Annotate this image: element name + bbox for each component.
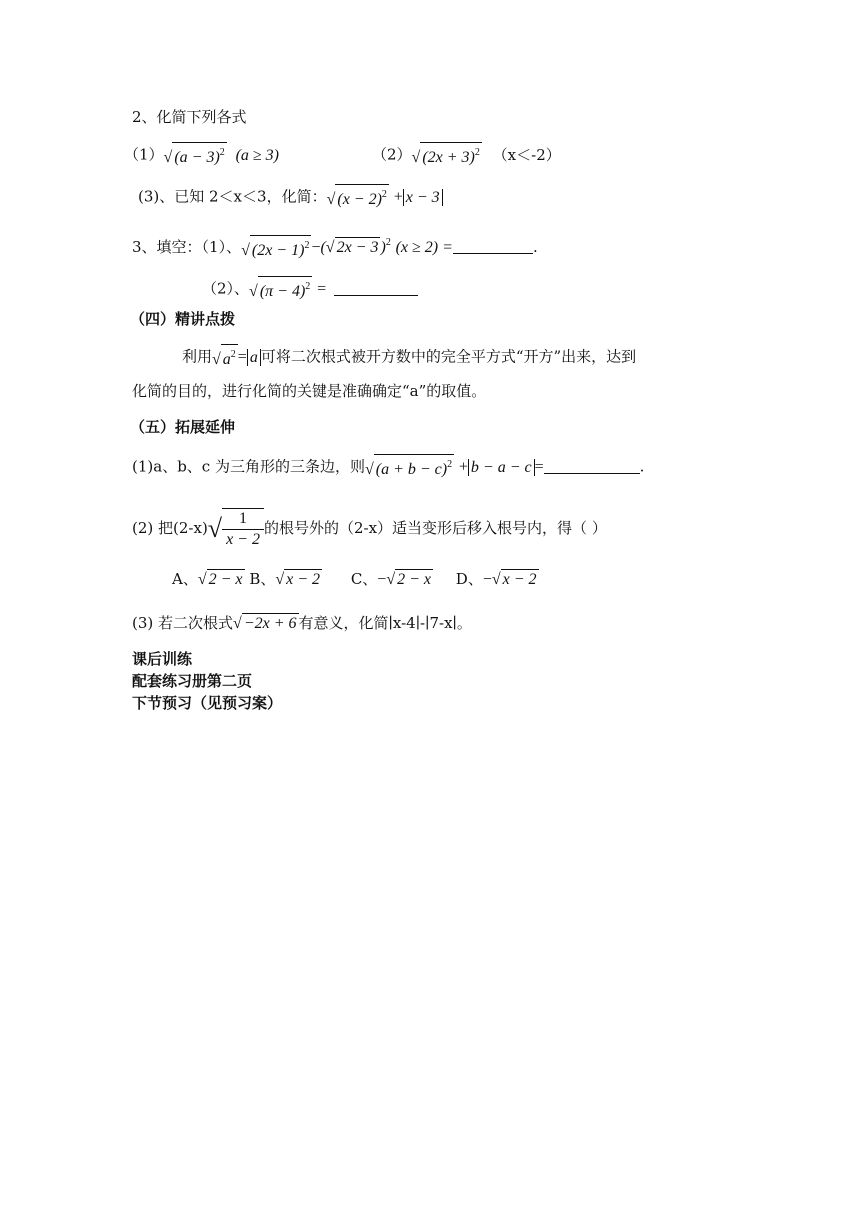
- section5-q2-options: [172, 568, 539, 591]
- q3-p2-label: （2）、: [202, 279, 250, 298]
- q2-part1: [124, 142, 279, 169]
- answer-blank: [453, 239, 533, 254]
- q2-p3-prefix: (3)、已知 2＜x＜3，化简：: [138, 187, 327, 206]
- option-b: B、√ x − 2: [249, 570, 321, 588]
- option-c: C、−√ 2 − x: [350, 570, 432, 588]
- sqrt-expression: √ $(a + b - c)^2$: [365, 454, 454, 481]
- sqrt-expression: √ −2x + 6: [233, 615, 297, 632]
- q2-p2-label: （2）: [372, 145, 412, 164]
- answer-blank: [334, 281, 418, 296]
- q2-p2-condition: （x＜-2）: [492, 145, 561, 164]
- footer-line3: 下节预习（见预习案）: [132, 694, 283, 712]
- q3-prefix: 3、填空：（1）、: [132, 238, 242, 256]
- fraction: $\frac{1}{x - 2}$: [222, 508, 264, 550]
- q2-part2: [372, 142, 561, 169]
- section5-q3: (3) 若二次根式√ −2x + 6 有意义，化简∣x-4∣-∣7-x∣。: [132, 612, 472, 635]
- section5-title: （五）拓展延伸: [130, 418, 236, 436]
- footer-line1: 课后训练: [132, 650, 193, 668]
- footer-line2: 配套练习册第二页: [132, 672, 253, 690]
- sqrt-expression: √ $(2x + 3)^2$: [412, 142, 482, 169]
- sqrt-expression: √ $a^2$: [212, 344, 238, 371]
- sqrt-expression: √ $(2x - 1)^2$: [241, 235, 311, 262]
- section4-title: （四）精讲点拨: [130, 310, 236, 328]
- sqrt-expression: √ $(x - 2)^2$: [327, 184, 389, 211]
- q2-heading: 2、化简下列各式: [132, 108, 247, 126]
- q2-part3: (3)、已知 2＜x＜3，化简：√ $(x - 2)^2 + x - 3$: [138, 184, 443, 211]
- abs-expression: b − a − c: [468, 459, 535, 476]
- section4-line2: 化简的目的，进行化简的关键是准确确定“a”的取值。: [132, 382, 487, 400]
- option-a: A、√ 2 − x: [172, 570, 243, 588]
- sqrt-expression: √ $(\pi - 4)^2$: [249, 276, 312, 303]
- q2-p1-label: （1）: [124, 145, 164, 164]
- answer-blank: [544, 459, 640, 474]
- q3-part1: 3、填空：（1）、√ $(2x - 1)^2$ −(√ 2x − 3 )$^2$ (x ≥ 2) = .: [132, 232, 538, 262]
- abs-expression: x − 3: [403, 189, 443, 206]
- section5-q2: (2) 把(2-x)√ $\frac{1}{x - 2}$ 的根号外的（2-x）适当变形后移入根号内，得（ ）: [132, 510, 607, 548]
- sqrt-fraction: √: [207, 514, 223, 543]
- option-d: D、−√ x − 2: [455, 570, 537, 588]
- abs-expression: a: [247, 349, 261, 366]
- q3-part2: （2）、√ $(\pi - 4)^2$ =: [202, 276, 418, 303]
- section5-q1: (1)a、b、c 为三角形的三条边，则√ $(a + b - c)^2 + b - a - c$ = .: [132, 454, 644, 481]
- q2-p1-condition: (a ≥ 3): [235, 146, 279, 164]
- q3-p1-condition: (x ≥ 2) =: [395, 239, 453, 256]
- section4-line1: 利用√ $a^2 = a$ 可将二次根式被开方数中的完全平方式“开方”出来，达到: [182, 344, 636, 371]
- sqrt-expression: √ $(a - 3)^2$: [164, 142, 227, 169]
